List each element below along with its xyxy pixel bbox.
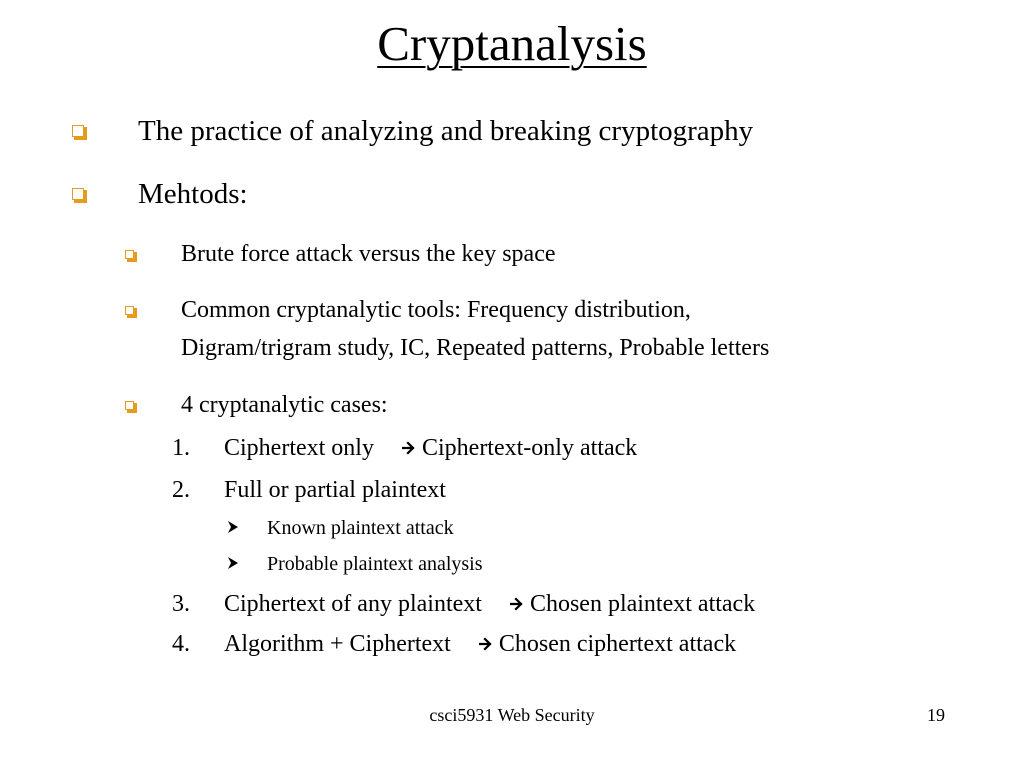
case-text: Ciphertext of any plaintext: [224, 591, 482, 617]
case-1: [224, 434, 637, 462]
case-text: Algorithm + Ciphertext: [224, 631, 451, 657]
bullet-tools-line1: Common cryptanalytic tools: Frequency distribution,: [181, 297, 691, 323]
title-text: Cryptanalysis: [377, 16, 647, 71]
hollow-square-bullet-icon: [125, 401, 134, 410]
case-result: Chosen plaintext attack: [529, 591, 756, 617]
case-text: Ciphertext only: [224, 435, 374, 461]
footer-course: csci5931 Web Security: [429, 705, 595, 725]
right-arrow-icon: [510, 596, 524, 612]
case-number: 3.: [172, 591, 190, 617]
right-arrow-icon: [402, 440, 416, 456]
hollow-square-bullet-icon: [125, 250, 134, 259]
hollow-square-bullet-icon: [72, 125, 84, 137]
bullet-practice: The practice of analyzing and breaking cryptography: [138, 115, 754, 147]
footer-page-number: 19: [927, 705, 945, 725]
case-number: 1.: [172, 435, 190, 461]
bullet-brute-force: Brute force attack versus the key space: [181, 241, 556, 267]
bullet-methods: Mehtods:: [138, 178, 248, 210]
hollow-square-bullet-icon: [125, 306, 134, 315]
chevron-arrow-bullet-icon: [227, 556, 239, 570]
slide-title: [0, 14, 1024, 74]
case-number: 4.: [172, 631, 190, 657]
case-4: [224, 630, 736, 658]
bullet-tools-line2: Digram/trigram study, IC, Repeated patterns, Probable letters: [181, 335, 770, 361]
chevron-arrow-bullet-icon: [227, 520, 239, 534]
subcase-probable-plaintext: Probable plaintext analysis: [267, 553, 483, 575]
bullet-cases: 4 cryptanalytic cases:: [181, 392, 388, 418]
case-result: Chosen ciphertext attack: [498, 631, 737, 657]
case-2: Full or partial plaintext: [224, 477, 446, 503]
case-3: [224, 590, 755, 618]
subcase-known-plaintext: Known plaintext attack: [267, 517, 454, 539]
right-arrow-icon: [479, 636, 493, 652]
case-number: 2.: [172, 477, 190, 503]
case-result: Ciphertext-only attack: [421, 435, 638, 461]
hollow-square-bullet-icon: [72, 188, 84, 200]
